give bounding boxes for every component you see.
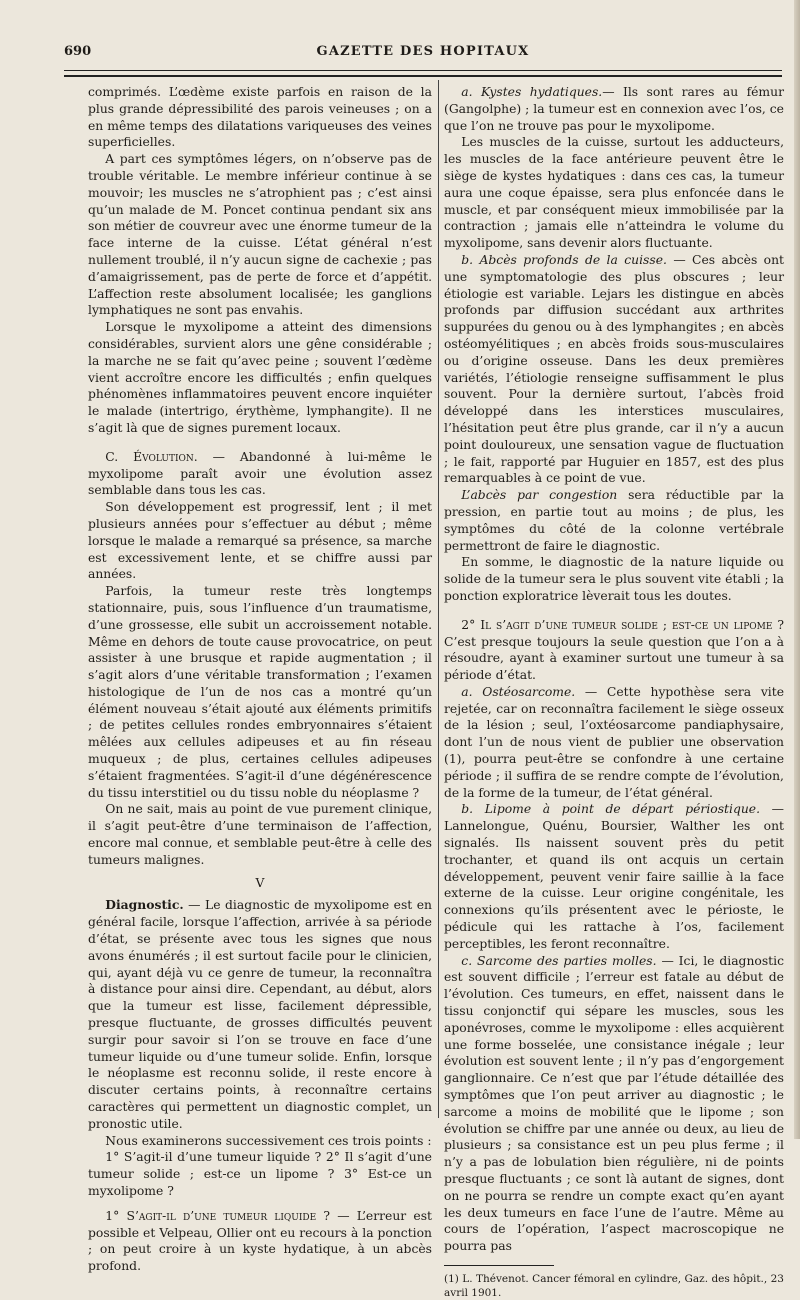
- term: L’abcès par congestion: [461, 488, 618, 503]
- paragraph: On ne sait, mais au point de vue purement clinique, il s’agit peut-être d’une terminaison de l’affection, encore mal connue, et semblable peut-être à celle des tumeurs malignes.: [88, 802, 432, 867]
- paragraph-sarcome: c. Sarcome des parties molles. — Ici, le diagnostic est souvent difficile ; l’erreur est fatale au début de l’évolution. Ces tumeurs, en effet, naissent dans le tissu conjonctif qui sépare les muscles, sous les aponévroses, comme le myxolipome : elles acquièrent une forme bosselée, une consistance inégale ; leur évolution est souvent lente ; il n’y pas d’engorgement ganglionnaire. Ce n’est que par l’étude détaillée des symptômes que l’on peut arriver au diagnostic ; le sarcome a moins de mobilité que le lipome ; son évolution se chiffre par une année ou deux, au lieu de plusieurs ; sa consistance est un peu plus ferme ; il n’y a pas de lobulation bien régulière, ni de points presque fluctuants ; ce sont là autant de signes, dont on ne pourra se rendre un compte exact qu’en ayant les deux tumeurs en face l’une de l’autre. Même au cours de l’opération, l’aspect macroscopique ne pourra pas: [444, 953, 784, 1254]
- paragraph-question-1: 1° S’agit-il d’une tumeur liquide ? — L’erreur est possible et Velpeau, Ollier ont eu recours à la ponction ; on peut croire à un kyste hydatique, à un abcès profond.: [88, 1208, 432, 1274]
- footnote-rule: [444, 1265, 554, 1266]
- paragraph-kystes: a. Kystes hydatiques.— Ils sont rares au fémur (Gangolphe) ; la tumeur est en connexion avec l’os, ce que l’on ne trouve pas pour le myxolipome.: [444, 85, 784, 133]
- page-number: 690: [64, 44, 92, 59]
- paragraph: Les muscles de la cuisse, surtout les adducteurs, les muscles de la face antérieure peuvent être le siège de kystes hydatiques : dans ces cas, la tumeur aura une coque épaisse, sera plus enfoncée dans le muscle, et par conséquent mieux immobilisée par la contraction ; jamais elle n’atteindra le volume du myxolipome, sans devenir alors fluctuante.: [444, 135, 784, 251]
- paragraph-abces: b. Abcès profonds de la cuisse. — Ces abcès ont une symptomatologie des plus obscures ; leur étiologie est variable. Lejars les distingue en abcès profonds par diffusion succédant aux arthrites suppurées du genou ou à des lymphangites ; en abcès ostéomyélitiques ; en abcès froids sous-musculaires ou d’origine osseuse. Dans les deux premières variétés, l’étiologie renseigne suffisamment le plus souvent. Pour la dernière surtout, l’abcès froid développé dans les interstices musculaires, l’hésitation peut être plus grande, car il n’y a aucun point douloureux, une sensation vague de fluctuation ; le fait, rapporté par Huguier en 1857, est des plus remarquables à ce point de vue.: [444, 252, 784, 486]
- paragraph: comprimés. L’œdème existe parfois en raison de la plus grande dépressibilité des parois veineuses ; on a en même temps des dilatations variqueuses des veines superficielles.: [88, 85, 432, 150]
- footnote: (1) L. Thévenot. Cancer fémoral en cylindre, Gaz. des hôpit., 23 avril 1901.: [444, 1272, 784, 1299]
- header-rule: [64, 70, 782, 71]
- paragraph: 1° S’agit-il d’une tumeur liquide ? 2° Il s’agit d’une tumeur solide ; est-ce un lipome ? 3° Est-ce un myxolipome ?: [88, 1150, 432, 1198]
- paragraph: Son développement est progressif, lent ; il met plusieurs années pour s’effectuer au début ; même lorsque le malade a remarqué sa présence, sa marche est excessivement lente, et se chiffre aussi par années.: [88, 500, 432, 582]
- running-header: [64, 44, 782, 68]
- paragraph: A part ces symptômes légers, on n’observe pas de trouble véritable. Le membre inférieur continue à se mouvoir; les muscles ne s’atrophient pas ; c’est ainsi qu’un malade de M. Poncet continua pendant six ans son métier de couvreur avec une énorme tumeur de la face interne de la cuisse. L’état général n’est nullement troublé, il n’y aucun signe de cachexie ; pas d’amaigrissement, pas de perte de force et d’appétit. L’affection reste absolument localisée; les ganglions lymphatiques ne sont pas envahis.: [88, 152, 432, 318]
- paragraph-evolution: C. Évolution. — Abandonné à lui-même le myxolipome paraît avoir une évolution assez semblable dans tous les cas.: [88, 449, 433, 498]
- paragraph: Parfois, la tumeur reste très longtemps stationnaire, puis, sous l’influence d’un traumatisme, d’une grossesse, elle subit un accroissement notable. Même en dehors de toute cause provocatrice, on peut assister à une brusque et rapide augmentation ; il s’agit alors d’une véritable transformation ; l’examen histologique de l’un de nos cas a montré qu’un élément nouveau s’était ajouté aux éléments primitifs ; de petites cellules rondes embryonnaires s’étaient mêlées aux cellules adipeuses et au fin réseau muqueux ; de plus, certaines cellules adipeuses s’étaient fragmentées. S’agit-il d’une dégénérescence du tissu interstitiel ou du tissu noble du néoplasme ?: [88, 584, 432, 800]
- subsection-label: a. Kystes hydatiques.: [461, 85, 603, 99]
- section-heading: Diagnostic.: [105, 897, 184, 913]
- left-column: [88, 84, 433, 1274]
- paragraph-osteosarcome: a. Ostéosarcome. — Cette hypothèse sera vite rejetée, car on reconnaîtra facilement le siège osseux de la lésion ; seul, l’oxtéosarcome pandiaphysaire, dont l’un de nous vient de publier une observation (1), pourra peut-être se confondre à une certaine période ; il suffira de se rendre compte de l’évolution, de la forme de la tumeur, de l’état général.: [444, 684, 785, 800]
- subsection-label: 1° S’agit-il d’une tumeur liquide ?: [105, 1208, 331, 1223]
- subsection-label: b. Lipome à point de départ périostique.: [461, 802, 761, 817]
- subsection-label: b. Abcès profonds de la cuisse.: [461, 252, 667, 267]
- paragraph-diagnostic: Diagnostic. — Le diagnostic de myxolipome est en général facile, lorsque l’affection, arrivée à sa période d’état, se présente avec tous les signes que nous avons énumérés ; il est surtout facile pour le clinicien, qui, ayant déjà vu ce genre de tumeur, la reconnaîtra à distance pour ainsi dire. Cependant, au début, alors que la tumeur est lisse, facilement dépressible, presque fluctuante, de grosses difficultés peuvent surgir pour savoir si l’on se trouve en face d’une tumeur liquide ou d’une tumeur solide. Enfin, lorsque le néoplasme est reconnu solide, il reste encore à discuter certains points, à reconnaître certains caractères qui permettent un diagnostic complet, un pronostic utile.: [88, 897, 432, 1131]
- paragraph-question-2: 2° Il s’agit d’une tumeur solide ; est-ce un lipome ? C’est presque toujours la seule question que l’on a à résoudre, ayant à examiner surtout une tumeur à sa période d’état.: [444, 617, 784, 683]
- right-column: [444, 84, 785, 1299]
- column-divider: [438, 80, 439, 1118]
- paragraph-congestion: L’abcès par congestion sera réductible par la pression, en partie tout au moins ; de plus, les symptômes du côté de la colonne vertébrale permettront de faire le diagnostic.: [444, 488, 784, 553]
- subsection-label: C. Évolution.: [105, 449, 198, 464]
- journal-title: GAZETTE DES HOPITAUX: [316, 44, 530, 59]
- paragraph: Lorsque le myxolipome a atteint des dimensions considérables, survient alors une gêne considérable ; la marche ne se fait qu’avec peine ; souvent l’œdème vient accroître encore les difficultés ; enfin quelques phénomènes inflammatoires peuvent encore inquiéter le malade (intertrigo, érythème, lymphangite). Il ne s’agit là que de signes purement locaux.: [88, 320, 432, 435]
- subsection-label: 2° Il s’agit d’une tumeur solide ; est-ce un lipome ?: [461, 617, 784, 632]
- subsection-label: c. Sarcome des parties molles.: [461, 953, 657, 968]
- paragraph-lipome: b. Lipome à point de départ périostique. — Lannelongue, Quénu, Boursier, Walther les ont signalés. Ils naissent souvent près du petit trochanter, et quand ils ont acquis un certain développement, peuvent venir faire saillie à la face externe de la cuisse. Leur origine congénitale, les connexions qu’ils présentent avec le périoste, le pédicule qui les rattache à l’os, facilement perceptibles, les feront reconnaître.: [444, 802, 784, 951]
- section-number: V: [255, 875, 265, 890]
- paragraph: Nous examinerons successivement ces trois points :: [105, 1133, 432, 1148]
- header-rule-double: [64, 75, 782, 77]
- page-edge: [794, 0, 800, 1139]
- paragraph: En somme, le diagnostic de la nature liquide ou solide de la tumeur sera le plus souvent vite établi ; la ponction exploratrice lèverait tous les doutes.: [444, 555, 784, 603]
- subsection-label: a. Ostéosarcome.: [461, 684, 576, 699]
